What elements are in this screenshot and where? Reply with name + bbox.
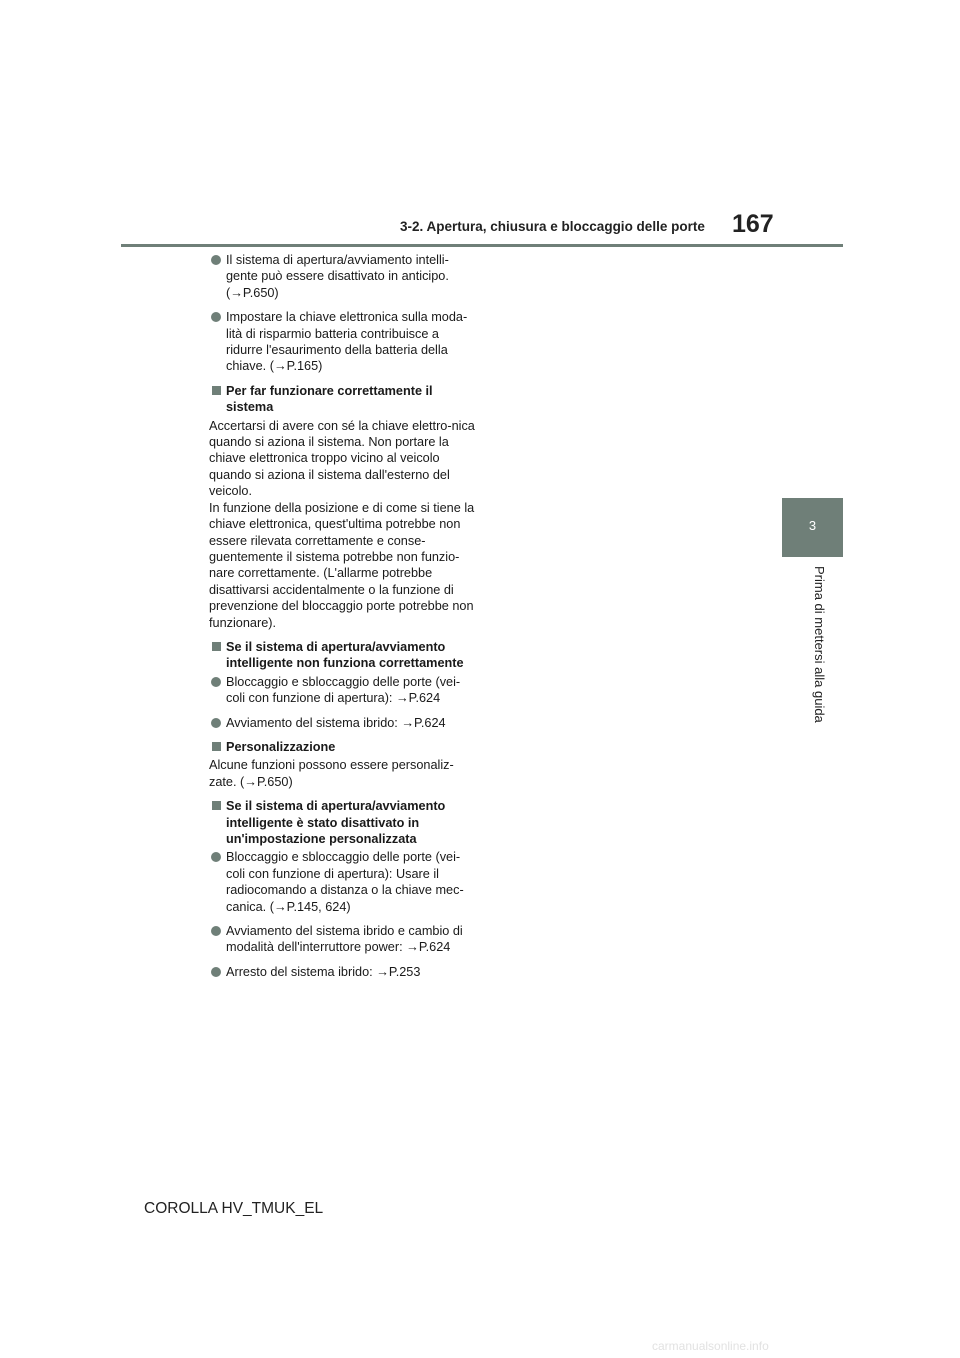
- section-title: 3-2. Apertura, chiusura e bloccaggio delle porte: [400, 219, 705, 234]
- paragraph: [209, 418, 477, 631]
- paragraph-text: In funzione della posizione e di come si tiene la chiave elettronica, quest'ultima potrebbe non essere rilevata correttamente e conse-guentemente il sistema potrebbe non funzio-nare correttamente. (L'allarme potrebbe disattivarsi accidentalmente o la funzione di prevenzione del bloccaggio porte potrebbe non funzionare).: [209, 500, 475, 630]
- paragraph-text: Alcune funzioni possono essere personaliz-zate. (→P.650): [209, 758, 454, 789]
- heading-text: Personalizzazione: [226, 739, 336, 754]
- bullet-dot-icon: [211, 718, 221, 728]
- section-heading: [209, 639, 477, 672]
- square-bullet-icon: [212, 801, 221, 810]
- bullet-dot-icon: [211, 926, 221, 936]
- watermark: carmanualsonline.info: [652, 1339, 769, 1353]
- bullet-item: [209, 923, 477, 956]
- heading-text: Per far funzionare correttamente il sistema: [226, 383, 433, 415]
- heading-text: Se il sistema di apertura/avviamento intelligente non funziona correttamente: [226, 639, 464, 671]
- bullet-item: [209, 849, 477, 915]
- bullet-item: [209, 715, 477, 731]
- square-bullet-icon: [212, 386, 221, 395]
- bullet-text: Il sistema di apertura/avviamento intelli-gente può essere disattivato in anticipo. (→P.650): [226, 253, 449, 300]
- section-heading: [209, 798, 477, 847]
- bullet-item: [209, 309, 477, 375]
- bullet-dot-icon: [211, 677, 221, 687]
- chapter-label: Prima di mettersi alla guida: [812, 566, 827, 723]
- page-number: 167: [732, 210, 774, 238]
- section-heading: [209, 383, 477, 416]
- main-content: [209, 252, 477, 988]
- bullet-text: Avviamento del sistema ibrido e cambio di modalità dell'interruttore power: →P.624: [226, 924, 463, 955]
- bullet-item: [209, 964, 477, 980]
- chapter-tab: 3: [782, 498, 843, 557]
- paragraph-text: Accertarsi di avere con sé la chiave elettro-nica quando si aziona il sistema. Non portare la chiave elettronica troppo vicino al veicolo quando si aziona il sistema dall'esterno del veicolo.: [209, 418, 475, 499]
- bullet-text: Impostare la chiave elettronica sulla moda-lità di risparmio batteria contribuisce a ridurre l'esaurimento della batteria della chiave. (→P.165): [226, 310, 468, 374]
- bullet-text: Avviamento del sistema ibrido: →P.624: [226, 715, 446, 730]
- bullet-item: [209, 252, 477, 301]
- paragraph: [209, 757, 477, 790]
- square-bullet-icon: [212, 642, 221, 651]
- bullet-text: Arresto del sistema ibrido: →P.253: [226, 964, 421, 979]
- section-heading: [209, 739, 477, 755]
- bullet-dot-icon: [211, 312, 221, 322]
- model-code: COROLLA HV_TMUK_EL: [144, 1200, 324, 1217]
- bullet-text: Bloccaggio e sbloccaggio delle porte (vei-coli con funzione di apertura): Usare il radiocomando a distanza o la chiave mec-canica. (→P.145, 624): [226, 850, 464, 914]
- bullet-dot-icon: [211, 255, 221, 265]
- bullet-item: [209, 674, 477, 707]
- header-divider: [121, 244, 843, 247]
- heading-text: Se il sistema di apertura/avviamento intelligente è stato disattivato in un'impostazione personalizzata: [226, 799, 446, 846]
- square-bullet-icon: [212, 742, 221, 751]
- bullet-dot-icon: [211, 852, 221, 862]
- bullet-dot-icon: [211, 967, 221, 977]
- bullet-text: Bloccaggio e sbloccaggio delle porte (vei-coli con funzione di apertura): →P.624: [226, 674, 461, 706]
